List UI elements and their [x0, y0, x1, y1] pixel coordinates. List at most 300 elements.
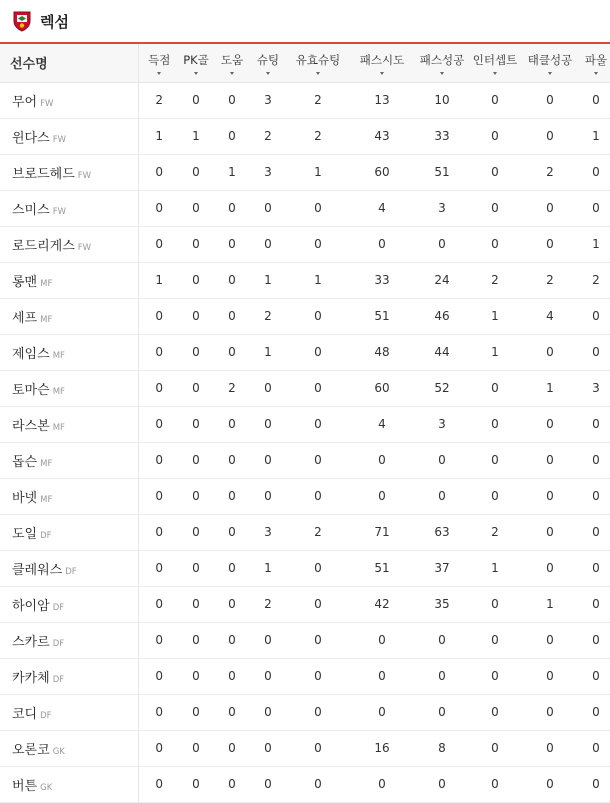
stat-cell: 0 [252, 478, 284, 514]
player-cell [0, 766, 138, 802]
player-cell [0, 154, 138, 190]
stat-cell: 0 [138, 190, 180, 226]
stat-cell: 0 [138, 298, 180, 334]
stat-cell: 0 [518, 694, 582, 730]
stat-cell: 3 [582, 370, 610, 406]
player-cell [0, 730, 138, 766]
stat-cell: 35 [412, 586, 472, 622]
stat-cell: 4 [352, 406, 412, 442]
stat-cell: 0 [252, 766, 284, 802]
header-fouls[interactable] [582, 44, 610, 82]
stat-cell: 51 [412, 154, 472, 190]
stat-cell: 0 [138, 406, 180, 442]
stat-cell: 51 [352, 298, 412, 334]
stat-cell: 2 [284, 82, 352, 118]
stat-cell: 2 [252, 118, 284, 154]
stat-cell: 0 [138, 694, 180, 730]
player-cell [0, 442, 138, 478]
stat-cell: 0 [412, 226, 472, 262]
table-row [0, 118, 610, 154]
stat-cell: 63 [412, 514, 472, 550]
player-name-link[interactable]: 클레워스 [12, 562, 63, 578]
sort-arrow-icon [548, 72, 552, 75]
stat-cell: 0 [518, 82, 582, 118]
stat-cell: 0 [472, 406, 518, 442]
stat-cell: 0 [582, 442, 610, 478]
stat-cell: 0 [212, 82, 252, 118]
stat-cell: 0 [518, 514, 582, 550]
stat-cell: 0 [284, 730, 352, 766]
table-row [0, 514, 610, 550]
stat-cell: 0 [284, 478, 352, 514]
stat-cell: 0 [138, 226, 180, 262]
stat-cell: 0 [284, 226, 352, 262]
stat-cell: 0 [138, 658, 180, 694]
stat-cell: 1 [138, 118, 180, 154]
player-name-link[interactable]: 제임스 [12, 346, 50, 362]
stat-cell: 0 [472, 730, 518, 766]
sort-arrow-icon [316, 72, 320, 75]
stat-cell: 0 [180, 82, 212, 118]
sort-arrow-icon [440, 72, 444, 75]
stat-cell: 0 [284, 694, 352, 730]
team-header [0, 0, 610, 44]
stat-cell: 2 [472, 514, 518, 550]
stat-cell: 0 [252, 190, 284, 226]
player-name-link[interactable]: 버튼 [12, 778, 38, 794]
stat-cell: 0 [472, 442, 518, 478]
table-row [0, 190, 610, 226]
stat-cell: 0 [180, 694, 212, 730]
header-label: 도움 [220, 52, 244, 67]
table-row [0, 478, 610, 514]
header-shots-on-target[interactable] [284, 44, 352, 82]
stat-cell: 33 [352, 262, 412, 298]
stat-cell: 0 [138, 550, 180, 586]
stat-cell: 0 [518, 478, 582, 514]
player-cell [0, 190, 138, 226]
table-row [0, 730, 610, 766]
stat-cell: 3 [412, 190, 472, 226]
player-name-link[interactable]: 브로드헤드 [12, 166, 75, 182]
team-crest-icon [12, 10, 32, 32]
stat-cell: 24 [412, 262, 472, 298]
stat-cell: 3 [252, 154, 284, 190]
player-name-link[interactable]: 로드리게스 [12, 238, 75, 254]
stat-cell: 1 [138, 262, 180, 298]
player-position-label: MF [40, 458, 53, 469]
stat-cell: 0 [582, 298, 610, 334]
table-row [0, 550, 610, 586]
player-cell [0, 298, 138, 334]
stat-cell: 0 [518, 766, 582, 802]
table-header-row [0, 44, 610, 82]
header-label: 슈팅 [256, 52, 280, 67]
stat-cell: 0 [212, 226, 252, 262]
stat-cell: 0 [518, 118, 582, 154]
player-name-link[interactable]: 스미스 [12, 202, 50, 218]
player-cell [0, 478, 138, 514]
header-passes-completed[interactable] [412, 44, 472, 82]
player-name-link[interactable]: 코디 [12, 706, 38, 722]
stat-cell: 0 [284, 298, 352, 334]
stat-cell: 0 [412, 478, 472, 514]
stat-cell: 0 [472, 478, 518, 514]
stat-cell: 10 [412, 82, 472, 118]
player-position-label: FW [52, 134, 66, 145]
player-name-link[interactable]: 토마슨 [12, 382, 50, 398]
stat-cell: 0 [472, 154, 518, 190]
stat-cell: 0 [138, 514, 180, 550]
table-row [0, 406, 610, 442]
player-position-label: DF [65, 566, 77, 577]
table-row [0, 622, 610, 658]
stat-cell: 0 [212, 442, 252, 478]
stat-cell: 0 [582, 550, 610, 586]
header-label: PK골 [183, 52, 209, 67]
table-row [0, 82, 610, 118]
stat-cell: 1 [252, 334, 284, 370]
stat-cell: 0 [412, 622, 472, 658]
stat-cell: 0 [352, 226, 412, 262]
player-name-link[interactable]: 하이암 [12, 598, 50, 614]
stat-cell: 1 [518, 586, 582, 622]
stat-cell: 0 [352, 442, 412, 478]
header-goals[interactable] [138, 44, 180, 82]
player-cell [0, 514, 138, 550]
stat-cell: 0 [212, 622, 252, 658]
header-assists[interactable] [212, 44, 252, 82]
player-position-label: FW [77, 170, 92, 181]
stat-cell: 0 [138, 586, 180, 622]
stat-cell: 0 [212, 766, 252, 802]
stat-cell: 0 [252, 442, 284, 478]
table-row [0, 334, 610, 370]
stat-cell: 0 [180, 514, 212, 550]
player-name-link[interactable]: 오론코 [12, 742, 50, 758]
stat-cell: 0 [352, 766, 412, 802]
stat-cell: 0 [180, 658, 212, 694]
stat-cell: 0 [582, 154, 610, 190]
player-position-label: FW [40, 98, 54, 109]
stat-cell: 0 [180, 730, 212, 766]
stat-cell: 8 [412, 730, 472, 766]
header-label: 득점 [148, 52, 171, 67]
table-row [0, 766, 610, 802]
stat-cell: 0 [412, 442, 472, 478]
stat-cell: 0 [180, 586, 212, 622]
stat-cell: 0 [412, 694, 472, 730]
stat-cell: 0 [138, 730, 180, 766]
stat-cell: 2 [252, 586, 284, 622]
stat-cell: 4 [352, 190, 412, 226]
stat-cell: 1 [252, 550, 284, 586]
stat-cell: 0 [472, 82, 518, 118]
table-row [0, 226, 610, 262]
stat-cell: 1 [472, 334, 518, 370]
stat-cell: 71 [352, 514, 412, 550]
team-name: 렉섬 [40, 12, 69, 31]
stat-cell: 0 [284, 658, 352, 694]
stat-cell: 0 [212, 406, 252, 442]
player-position-label: DF [52, 638, 65, 649]
stat-cell: 1 [472, 298, 518, 334]
stat-cell: 48 [352, 334, 412, 370]
stat-cell: 0 [212, 586, 252, 622]
player-cell [0, 262, 138, 298]
sort-arrow-icon [493, 72, 497, 75]
stat-cell: 0 [212, 334, 252, 370]
stat-cell: 0 [212, 478, 252, 514]
stat-cell: 0 [180, 622, 212, 658]
stat-cell: 16 [352, 730, 412, 766]
stat-cell: 0 [352, 658, 412, 694]
stat-cell: 46 [412, 298, 472, 334]
stat-cell: 52 [412, 370, 472, 406]
header-label: 파울 [584, 52, 608, 67]
player-cell [0, 658, 138, 694]
stat-cell: 0 [518, 334, 582, 370]
stat-cell: 1 [284, 154, 352, 190]
stat-cell: 37 [412, 550, 472, 586]
stat-cell: 0 [472, 226, 518, 262]
player-position-label: MF [40, 278, 53, 289]
stat-cell: 0 [252, 226, 284, 262]
player-position-label: MF [40, 494, 53, 505]
stat-cell: 0 [180, 154, 212, 190]
stat-cell: 0 [138, 154, 180, 190]
sort-arrow-icon [230, 72, 234, 75]
player-name-link[interactable]: 윈다스 [12, 130, 50, 146]
stat-cell: 0 [252, 370, 284, 406]
stat-cell: 0 [518, 442, 582, 478]
stat-cell: 0 [212, 118, 252, 154]
player-position-label: MF [40, 314, 53, 325]
player-name-link[interactable]: 무어 [12, 94, 38, 110]
stat-cell: 2 [518, 154, 582, 190]
stat-cell: 1 [582, 118, 610, 154]
stat-cell: 0 [180, 478, 212, 514]
stat-cell: 0 [212, 262, 252, 298]
stat-cell: 0 [212, 730, 252, 766]
player-cell [0, 226, 138, 262]
stat-cell: 42 [352, 586, 412, 622]
stat-cell: 51 [352, 550, 412, 586]
stat-cell: 0 [472, 586, 518, 622]
sort-arrow-icon [380, 72, 384, 75]
player-position-label: MF [52, 422, 65, 433]
player-position-label: MF [52, 350, 65, 361]
player-name-link[interactable]: 롱맨 [12, 274, 38, 290]
header-tackles-won[interactable] [518, 44, 582, 82]
stat-cell: 2 [582, 262, 610, 298]
header-label: 인터셉트 [472, 52, 518, 67]
stat-cell: 0 [180, 190, 212, 226]
header-interceptions[interactable] [472, 44, 518, 82]
player-cell [0, 586, 138, 622]
stat-cell: 0 [138, 370, 180, 406]
stat-cell: 0 [212, 658, 252, 694]
stat-cell: 0 [412, 658, 472, 694]
header-label: 패스시도 [359, 52, 405, 67]
player-cell [0, 694, 138, 730]
stat-cell: 3 [412, 406, 472, 442]
table-row [0, 442, 610, 478]
stat-cell: 0 [352, 694, 412, 730]
stat-cell: 0 [212, 190, 252, 226]
stat-cell: 43 [352, 118, 412, 154]
stat-cell: 0 [472, 190, 518, 226]
stat-cell: 0 [212, 514, 252, 550]
stat-cell: 0 [518, 190, 582, 226]
stat-cell: 0 [582, 586, 610, 622]
stat-cell: 0 [284, 406, 352, 442]
stat-cell: 2 [284, 514, 352, 550]
stat-cell: 1 [180, 118, 212, 154]
stat-cell: 0 [284, 550, 352, 586]
table-row [0, 298, 610, 334]
stat-cell: 1 [284, 262, 352, 298]
player-name-link[interactable]: 돕슨 [12, 454, 38, 470]
stat-cell: 0 [472, 766, 518, 802]
stat-cell: 1 [212, 154, 252, 190]
player-cell [0, 622, 138, 658]
stat-cell: 0 [582, 622, 610, 658]
header-player-name[interactable]: 선수명 [0, 44, 138, 82]
stat-cell: 0 [582, 82, 610, 118]
player-cell [0, 550, 138, 586]
sort-arrow-icon [594, 72, 598, 75]
stat-cell: 0 [252, 730, 284, 766]
table-row [0, 262, 610, 298]
stat-cell: 44 [412, 334, 472, 370]
stat-cell: 0 [582, 190, 610, 226]
stat-cell: 0 [180, 766, 212, 802]
stat-cell: 0 [284, 334, 352, 370]
header-label: 태클성공 [527, 52, 573, 67]
stat-cell: 13 [352, 82, 412, 118]
player-name-link[interactable]: 카카체 [12, 670, 50, 686]
stat-cell: 0 [252, 694, 284, 730]
player-position-label: FW [77, 242, 92, 253]
player-name-link[interactable]: 바넷 [12, 490, 38, 506]
player-position-label: GK [52, 746, 65, 757]
header-passes-attempted[interactable] [352, 44, 412, 82]
player-cell [0, 370, 138, 406]
player-stats-table [0, 44, 610, 803]
stat-cell: 0 [518, 406, 582, 442]
stat-cell: 0 [180, 550, 212, 586]
stat-cell: 0 [212, 298, 252, 334]
player-position-label: MF [52, 386, 65, 397]
stat-cell: 0 [212, 550, 252, 586]
stat-cell: 4 [518, 298, 582, 334]
header-label: 유효슈팅 [295, 52, 341, 67]
stat-cell: 0 [472, 370, 518, 406]
player-position-label: GK [40, 782, 53, 793]
stat-cell: 0 [518, 658, 582, 694]
stat-cell: 0 [582, 514, 610, 550]
stat-cell: 0 [284, 442, 352, 478]
header-shots[interactable] [252, 44, 284, 82]
sort-arrow-icon [194, 72, 198, 75]
stat-cell: 0 [180, 262, 212, 298]
stat-cell: 0 [138, 334, 180, 370]
stat-cell: 0 [518, 622, 582, 658]
header-pk-goals[interactable] [180, 44, 212, 82]
header-label: 패스성공 [419, 52, 465, 67]
sort-arrow-icon [157, 72, 161, 75]
stat-cell: 0 [284, 622, 352, 658]
stat-cell: 0 [212, 694, 252, 730]
stat-cell: 2 [138, 82, 180, 118]
stat-cell: 0 [472, 118, 518, 154]
stat-cell: 0 [252, 622, 284, 658]
stat-cell: 2 [252, 298, 284, 334]
stat-cell: 0 [180, 370, 212, 406]
stat-cell: 0 [180, 298, 212, 334]
stat-cell: 2 [284, 118, 352, 154]
stat-cell: 1 [472, 550, 518, 586]
stat-cell: 0 [138, 478, 180, 514]
stat-cell: 0 [582, 694, 610, 730]
player-position-label: DF [52, 602, 65, 613]
stat-cell: 60 [352, 154, 412, 190]
stat-cell: 0 [352, 622, 412, 658]
stat-cell: 1 [518, 370, 582, 406]
sort-arrow-icon [266, 72, 270, 75]
player-name-link[interactable]: 도일 [12, 526, 38, 542]
stat-cell: 0 [180, 334, 212, 370]
stat-cell: 0 [352, 478, 412, 514]
player-cell [0, 334, 138, 370]
stat-cell: 2 [472, 262, 518, 298]
stat-cell: 0 [252, 406, 284, 442]
stat-cell: 0 [582, 406, 610, 442]
stat-cell: 0 [582, 766, 610, 802]
stat-cell: 0 [582, 334, 610, 370]
table-row [0, 586, 610, 622]
stat-cell: 0 [412, 766, 472, 802]
stat-cell: 33 [412, 118, 472, 154]
stat-cell: 2 [518, 262, 582, 298]
stat-cell: 0 [582, 730, 610, 766]
table-row [0, 658, 610, 694]
player-name-link[interactable]: 스카르 [12, 634, 50, 650]
stat-cell: 0 [518, 550, 582, 586]
player-cell [0, 406, 138, 442]
stat-cell: 0 [180, 442, 212, 478]
stat-cell: 3 [252, 514, 284, 550]
player-cell [0, 118, 138, 154]
table-row [0, 154, 610, 190]
stat-cell: 0 [518, 730, 582, 766]
stat-cell: 0 [138, 766, 180, 802]
stat-cell: 0 [284, 766, 352, 802]
stat-cell: 1 [252, 262, 284, 298]
player-name-link[interactable]: 라스본 [12, 418, 50, 434]
player-name-link[interactable]: 세프 [12, 310, 38, 326]
stat-cell: 60 [352, 370, 412, 406]
stat-cell: 0 [252, 658, 284, 694]
player-cell [0, 82, 138, 118]
stat-cell: 0 [180, 226, 212, 262]
table-row [0, 370, 610, 406]
table-row [0, 694, 610, 730]
stat-cell: 0 [582, 478, 610, 514]
player-position-label: FW [52, 206, 66, 217]
stat-cell: 0 [180, 406, 212, 442]
